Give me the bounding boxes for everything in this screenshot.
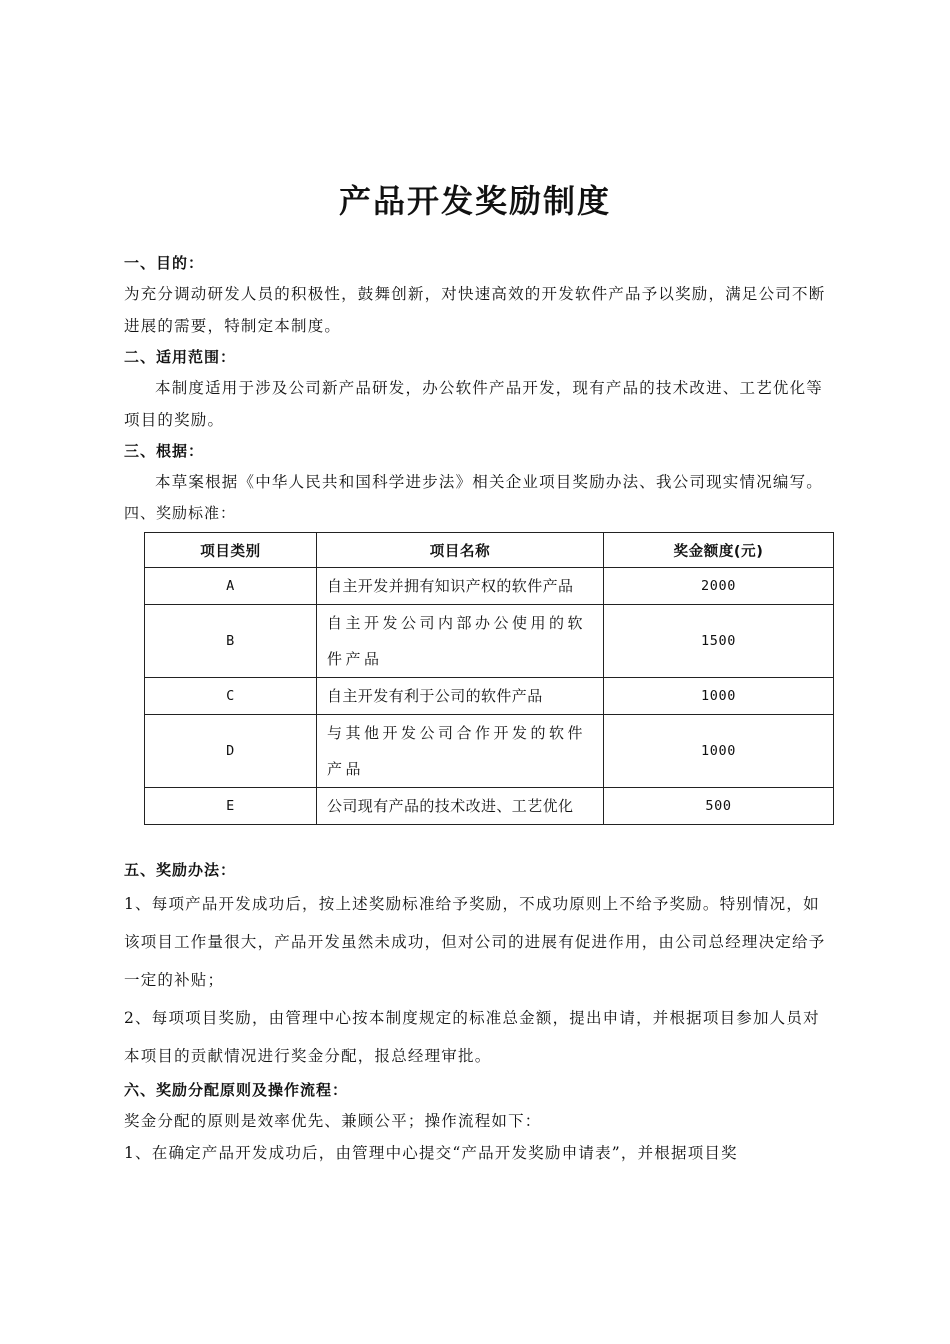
table-cell-name: 自主开发有利于公司的软件产品 bbox=[317, 678, 604, 715]
table-header-row bbox=[145, 533, 834, 568]
section-item-method-1: 1、每项产品开发成功后，按上述奖励标准给予奖励，不成功原则上不给予奖励。特别情况，如该项目工作量很大，产品开发虽然未成功，但对公司的进展有促进作用，由公司总经理决定给予一定的补贴； bbox=[124, 895, 826, 989]
table-cell-name: 与其他开发公司合作开发的软件产品 bbox=[317, 715, 604, 788]
section-heading-purpose: 一、目的： bbox=[124, 254, 205, 272]
section-paragraph-scope: 本制度适用于涉及公司新产品研发，办公软件产品开发，现有产品的技术改进、工艺优化等项目的奖励。 bbox=[124, 379, 824, 429]
table-cell-name: 自主开发公司内部办公使用的软件产品 bbox=[317, 605, 604, 678]
table-cell-category: B bbox=[145, 605, 317, 678]
table-cell-category: A bbox=[145, 568, 317, 605]
table-cell-category: E bbox=[145, 788, 317, 825]
section-item-method-2: 2、每项项目奖励，由管理中心按本制度规定的标准总金额，提出申请，并根据项目参加人员对本项目的贡献情况进行奖金分配，报总经理审批。 bbox=[124, 1009, 820, 1065]
section-heading-method: 五、奖励办法： bbox=[124, 861, 237, 879]
table-cell-amount: 1500 bbox=[604, 605, 834, 678]
document-body bbox=[124, 248, 834, 1169]
reward-standard-table bbox=[144, 532, 834, 825]
section-heading-distribution: 六、奖励分配原则及操作流程： bbox=[124, 1081, 349, 1099]
section-heading-scope: 二、适用范围： bbox=[124, 348, 237, 366]
table-header-name: 项目名称 bbox=[317, 533, 604, 568]
section-paragraph-distribution: 奖金分配的原则是效率优先、兼顾公平；操作流程如下： bbox=[124, 1112, 542, 1130]
table-cell-category: C bbox=[145, 678, 317, 715]
table-cell-amount: 1000 bbox=[604, 715, 834, 788]
table-header-amount: 奖金额度(元) bbox=[604, 533, 834, 568]
table-row bbox=[145, 568, 834, 605]
table-header-category: 项目类别 bbox=[145, 533, 317, 568]
document-title: 产品开发奖励制度 bbox=[338, 182, 611, 220]
table-cell-category: D bbox=[145, 715, 317, 788]
section-item-distribution-1: 1、在确定产品开发成功后，由管理中心提交“产品开发奖励申请表”，并根据项目奖 bbox=[124, 1144, 738, 1162]
table-row bbox=[145, 605, 834, 678]
table-cell-name: 自主开发并拥有知识产权的软件产品 bbox=[317, 568, 604, 605]
table-row bbox=[145, 788, 834, 825]
table-cell-amount: 1000 bbox=[604, 678, 834, 715]
section-paragraph-purpose: 为充分调动研发人员的积极性，鼓舞创新，对快速高效的开发软件产品予以奖励，满足公司不断进展的需要，特制定本制度。 bbox=[124, 285, 826, 335]
table-cell-name: 公司现有产品的技术改进、工艺优化 bbox=[317, 788, 604, 825]
section-paragraph-basis: 本草案根据《中华人民共和国科学进步法》相关企业项目奖励办法、我公司现实情况编写。 bbox=[155, 473, 824, 491]
table-row bbox=[145, 715, 834, 788]
table-cell-amount: 2000 bbox=[604, 568, 834, 605]
section-heading-standard: 四、奖励标准： bbox=[124, 504, 237, 522]
table-row bbox=[145, 678, 834, 715]
table-cell-amount: 500 bbox=[604, 788, 834, 825]
spacer bbox=[124, 825, 834, 855]
section-heading-basis: 三、根据： bbox=[124, 442, 205, 460]
